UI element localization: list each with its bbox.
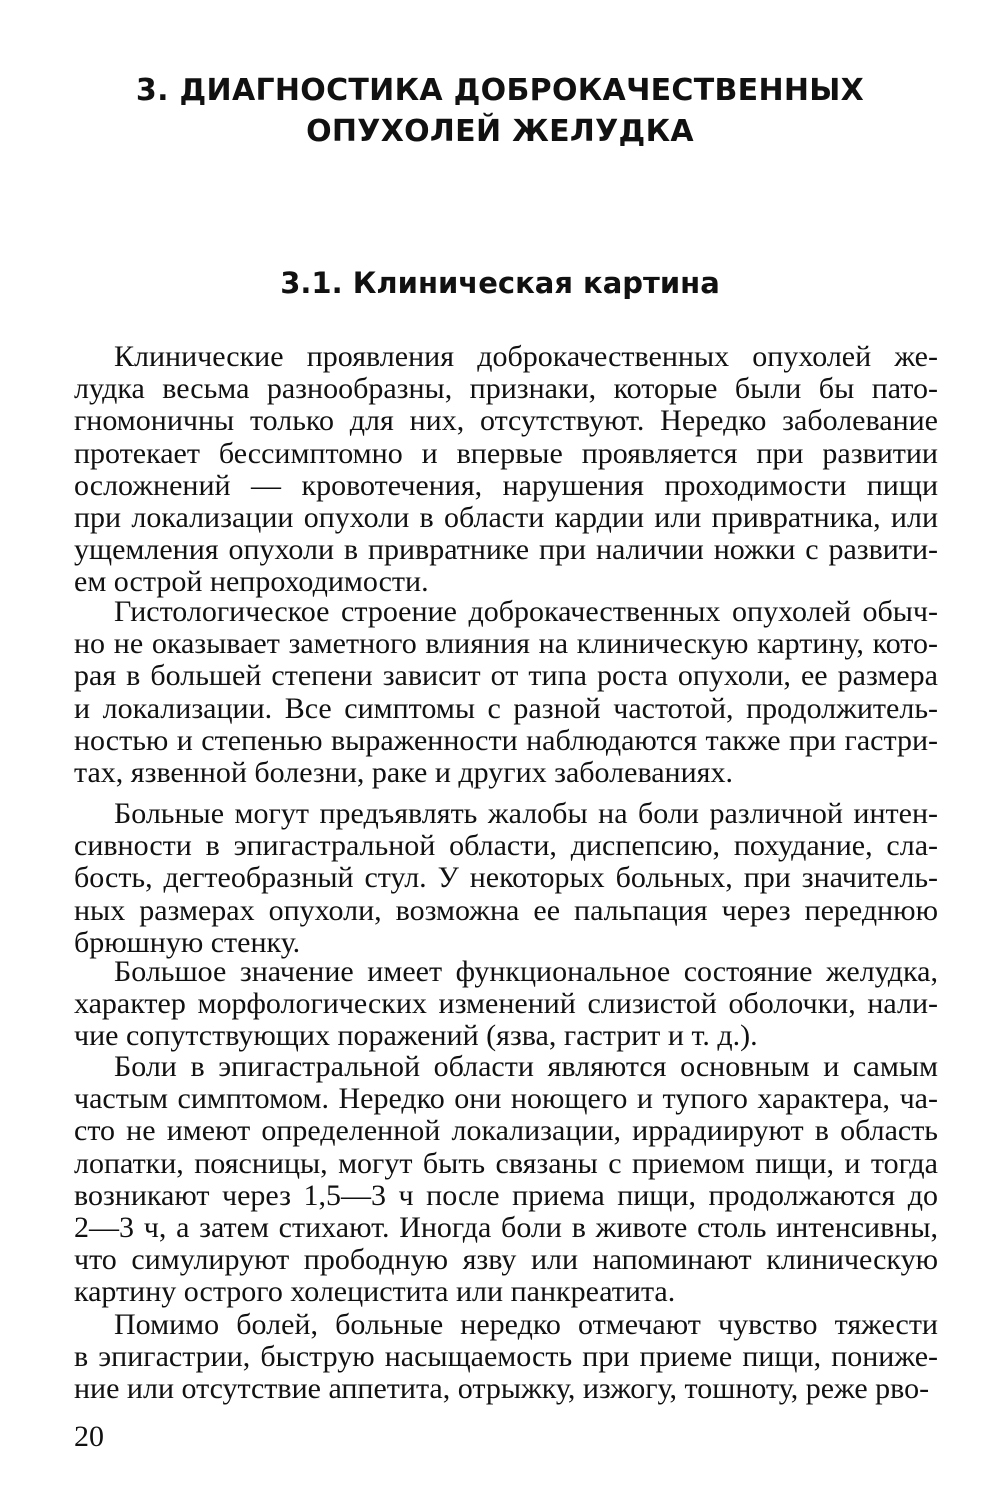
paragraph-line: что симулируют прободную язву или напоминают клиническую [74, 1243, 938, 1276]
paragraph-line: но не оказывает заметного влияния на клиническую картину, кото- [74, 627, 938, 660]
paragraph-line: частым симптомом. Нередко они ноющего и тупого характера, ча- [74, 1082, 938, 1115]
paragraph-line: ем острой непроходимости. [74, 565, 429, 598]
paragraph-line: Помимо болей, больные нередко отмечают чувство тяжести [114, 1308, 938, 1341]
paragraph-line: чие сопутствующих поражений (язва, гастрит и т. д.). [74, 1019, 758, 1052]
paragraph-line: при локализации опухоли в области кардии или привратника, или [74, 501, 938, 534]
paragraph-line: гномоничны только для них, отсутствуют. Нередко заболевание [74, 404, 938, 437]
paragraph-line: Гистологическое строение доброкачественных опухолей обыч- [114, 595, 938, 628]
paragraph-line: Клинические проявления доброкачественных опухолей же- [114, 340, 938, 373]
paragraph-line: ущемления опухоли в привратнике при наличии ножки с развити- [74, 533, 938, 566]
paragraph-line: лопатки, поясницы, могут быть связаны с приемом пищи, и тогда [74, 1147, 938, 1180]
paragraph-line: лудка весьма разнообразны, признаки, которые были бы пато- [74, 372, 938, 405]
paragraph-line: протекает бессимптомно и впервые проявляется при развитии [74, 437, 938, 470]
paragraph-line: ностью и степенью выраженности наблюдаются также при гастри- [74, 724, 938, 757]
section-title: 3.1. Клиническая картина [280, 266, 720, 300]
paragraph-line: ние или отсутствие аппетита, отрыжку, изжогу, тошноту, реже рво- [74, 1372, 930, 1405]
paragraph-line: тах, язвенной болезни, раке и других заболеваниях. [74, 756, 733, 789]
paragraph-line: рая в большей степени зависит от типа роста опухоли, ее размера [74, 659, 938, 692]
paragraph-line: Больные могут предъявлять жалобы на боли различной интен- [114, 797, 938, 830]
paragraph-line: осложнений — кровотечения, нарушения проходимости пищи [74, 469, 938, 502]
paragraph-line: Большое значение имеет функциональное состояние желудка, [114, 955, 938, 988]
page-number: 20 [74, 1420, 104, 1453]
paragraph-line: сто не имеют определенной локализации, иррадиируют в область [74, 1114, 938, 1147]
paragraph-line: бость, дегтеобразный стул. У некоторых больных, при значитель- [74, 861, 938, 894]
paragraph-line: возникают через 1,5—3 ч после приема пищи, продолжаются до [74, 1179, 938, 1212]
paragraph-line: сивности в эпигастральной области, диспепсию, похудание, сла- [74, 829, 938, 862]
chapter-title-line-2: ОПУХОЛЕЙ ЖЕЛУДКА [306, 114, 694, 149]
paragraph-line: и локализации. Все симптомы с разной частотой, продолжитель- [74, 692, 938, 725]
chapter-title-line-1: 3. ДИАГНОСТИКА ДОБРОКАЧЕСТВЕННЫХ [135, 73, 865, 108]
paragraph-line: картину острого холецистита или панкреатита. [74, 1275, 676, 1308]
paragraph-line: 2—3 ч, а затем стихают. Иногда боли в животе столь интенсивны, [74, 1211, 938, 1244]
paragraph-line: Боли в эпигастральной области являются основным и самым [114, 1050, 938, 1083]
paragraph-line: в эпигастрии, быструю насыщаемость при приеме пищи, пониже- [74, 1340, 938, 1373]
paragraph-line: брюшную стенку. [74, 926, 301, 959]
paragraph-line: ных размерах опухоли, возможна ее пальпация через переднюю [74, 894, 938, 927]
paragraph-line: характер морфологических изменений слизистой оболочки, нали- [74, 987, 938, 1020]
